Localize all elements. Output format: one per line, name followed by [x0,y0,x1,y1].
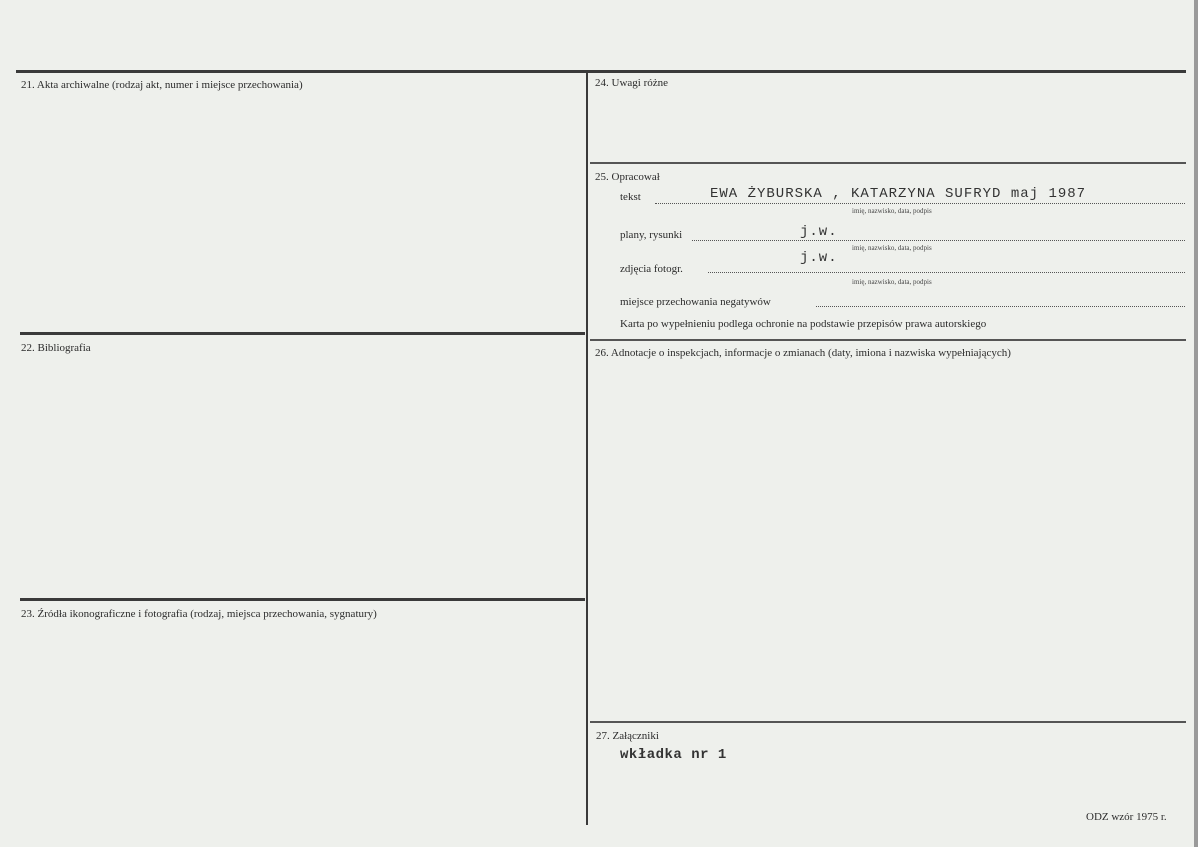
zdjecia-line [708,272,1185,273]
section-22-title: 22. Bibliografia [21,342,91,354]
rule-22-23 [20,598,585,601]
plany-label: plany, rysunki [620,229,683,241]
rule-21-22 [20,332,585,335]
zdjecia-label: zdjęcia fotogr. [620,263,683,275]
top-rule [16,70,1186,73]
rule-24-25 [590,162,1186,164]
section-24-title: 24. Uwagi różne [595,77,669,89]
section-21-title: 21. Akta archiwalne (rodzaj akt, numer i miejsce przechowania) [21,79,303,91]
tekst-hint: imię, nazwisko, data, podpis [852,207,932,215]
copyright-note: Karta po wypełnieniu podlega ochronie na podstawie przepisów prawa autorskiego [620,318,987,330]
card-edge [1194,0,1198,847]
section-25-title: 25. Opracował [595,171,660,183]
miejsce-line [816,306,1185,307]
plany-hint: imię, nazwisko, data, podpis [852,244,932,252]
section-23-title: 23. Źródła ikonograficzne i fotografia (rodzaj, miejsca przechowania, sygnatury) [21,608,377,620]
rule-25-26 [590,339,1186,341]
attachments-value: wkładka nr 1 [620,747,727,763]
zdjecia-value: j.w. [800,250,838,266]
plany-line [692,240,1185,241]
plany-value: j.w. [800,224,838,240]
miejsce-label: miejsce przechowania negatywów [620,296,771,308]
rule-26-27 [590,721,1186,723]
center-divider [586,70,588,825]
zdjecia-hint: imię, nazwisko, data, podpis [852,278,932,286]
section-26-title: 26. Adnotacje o inspekcjach, informacje o zmianach (daty, imiona i nazwiska wypełniających) [595,347,1011,359]
tekst-line [655,203,1185,204]
section-27-title: 27. Załączniki [596,730,659,742]
tekst-label: tekst [620,191,641,203]
form-footer: ODZ wzór 1975 r. [1086,811,1167,823]
tekst-value: EWA ŻYBURSKA , KATARZYNA SUFRYD maj 1987 [710,186,1087,202]
